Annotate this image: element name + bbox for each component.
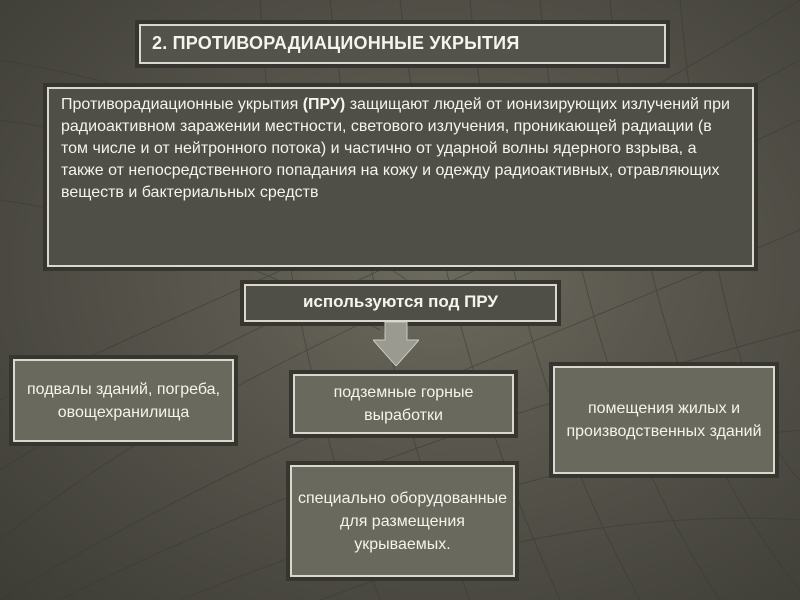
shelter-type-basements-label: подвалы зданий, погреба, овощехранилища — [26, 380, 221, 421]
definition-abbreviation: (ПРУ) — [302, 96, 346, 113]
used-as-header: используются под ПРУ — [244, 284, 557, 322]
definition-text: защищают людей от ионизирующих излучений при радиоактивном заражении местности, светового излучения, проникающей радиации (в том числе и от нейтронного потока) и частично от ударной волны ядерного взрыва, а также от непосредственного попадания на кожу и одежду радиоактивных, отравляющих веществ и бактериальных средств — [61, 96, 730, 201]
page-title: 2. ПРОТИВОРАДИАЦИОННЫЕ УКРЫТИЯ — [139, 24, 666, 64]
shelter-type-mines — [293, 374, 514, 434]
definition-lead: Противорадиационные укрытия — [61, 96, 303, 113]
shelter-type-mines-label: подземные горные выработки — [333, 384, 474, 424]
definition-box — [47, 87, 754, 267]
down-arrow-icon — [373, 322, 419, 366]
shelter-type-buildings-label: помещения жилых и производственных зданий — [566, 400, 762, 440]
shelter-type-buildings — [553, 366, 775, 474]
shelter-type-special-label: специально оборудованные для размещения укрываемых. — [297, 489, 508, 553]
shelter-type-basements — [13, 359, 234, 442]
shelter-type-special — [290, 465, 515, 577]
